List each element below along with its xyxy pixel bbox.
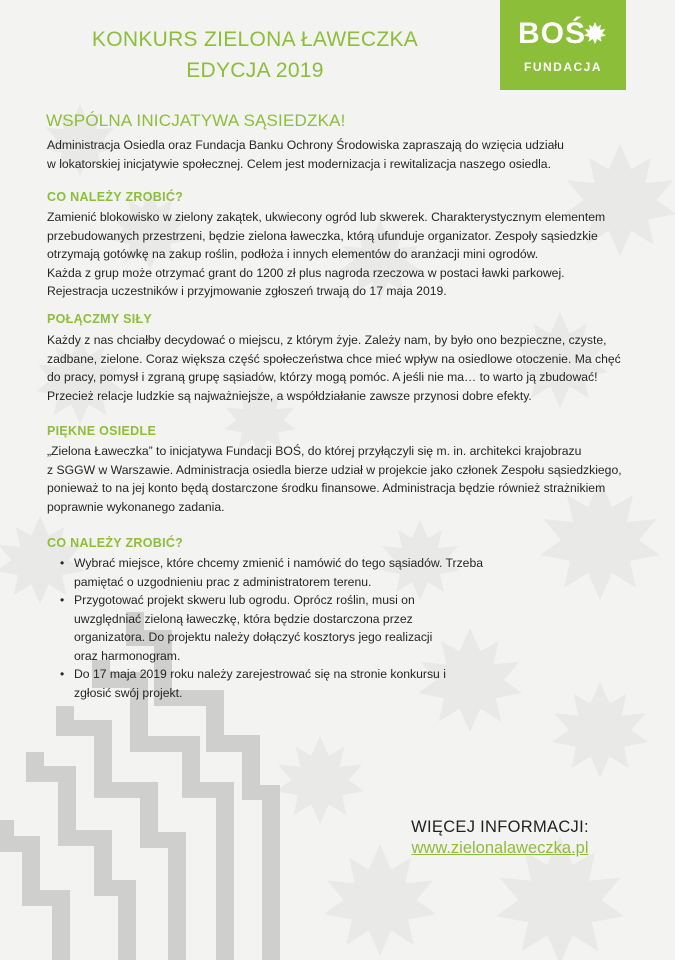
page-title (60, 24, 450, 86)
paragraph-line: Rejestracja uczestników i przyjmowanie zgłoszeń trwają do 17 maja 2019. (47, 284, 447, 298)
paragraph-line: ponieważ to na jej konto będą dostarczone środku finansowe. Administracja będzie również strażnikiem (47, 481, 606, 495)
section-paragraph-beautiful-estate (47, 442, 637, 516)
website-link[interactable]: www.zielonalaweczka.pl (411, 839, 589, 857)
list-item (60, 554, 520, 591)
logo-mark: BOŚ (518, 17, 587, 50)
more-info (380, 818, 620, 858)
bullet-icon: • (60, 593, 65, 607)
more-info-label: WIĘCEJ INFORMACJI: (411, 818, 589, 836)
list-item (60, 591, 520, 665)
section-heading-what-to-do: CO NALEŻY ZROBIĆ? (47, 190, 184, 204)
intro-heading: WSPÓLNA INICJATYWA SĄSIEDZKA! (46, 111, 346, 130)
paragraph-line: Przecież relacje ludzkie są najważniejsze, a współdziałanie zawsze przynosi dobre efekty. (47, 388, 532, 403)
leaf-icon (584, 20, 606, 46)
logo-subtitle: FUNDACJA (524, 60, 602, 74)
list-item-line: Do 17 maja 2019 roku należy zarejestrować się na stronie konkursu i (74, 667, 446, 681)
section-heading-join-forces: POŁĄCZMY SIŁY (47, 312, 153, 326)
list-item-line: Przygotować projekt skweru lub ogrodu. Oprócz roślin, musi on (74, 593, 415, 607)
paragraph-line: otrzymają gotówkę na zakup roślin, podłoża i innych elementów do aranżacji mini ogrodów. (47, 247, 539, 261)
intro-paragraph (47, 136, 637, 173)
title-line-1: KONKURS ZIELONA ŁAWECZKA (91, 28, 419, 51)
section-paragraph-what-to-do (47, 208, 637, 301)
steps-list (60, 554, 520, 702)
section-heading-steps: CO NALEŻY ZROBIĆ? (47, 536, 184, 550)
bullet-icon: • (60, 556, 65, 570)
paragraph-line: zadbane, zielone. Coraz większa część społeczeństwa chce mieć wpływ na osiedlowe otoczenie. Ma chęć (47, 351, 621, 366)
list-item-line: zgłosić swój projekt. (74, 685, 183, 700)
list-item (60, 665, 520, 702)
list-item-line: Wybrać miejsce, które chcemy zmienić i namówić do tego sąsiadów. Trzeba (74, 556, 484, 570)
paragraph-line: Administracja Osiedla oraz Fundacja Banku Ochrony Środowiska zapraszają do wzięcia udziału (47, 138, 564, 152)
title-line-2: EDYCJA 2019 (186, 59, 324, 82)
section-heading-beautiful-estate: PIĘKNE OSIEDLE (47, 424, 157, 438)
paragraph-line: poprawnie wykonanego zadania. (47, 499, 225, 514)
paragraph-line: Każda z grup może otrzymać grant do 1200 zł plus nagroda rzeczowa w postaci ławki parkowej. (47, 265, 565, 280)
paragraph-line: Zamienić blokowisko w zielony zakątek, ukwiecony ogród lub skwerek. Charakterystycznym elementem (47, 210, 606, 224)
section-paragraph-join-forces (47, 331, 637, 405)
fundacja-bos-logo (500, 0, 626, 90)
list-item-line: organizatora. Do projektu należy dołączyć kosztorys jego realizacji (74, 630, 433, 644)
paragraph-line: z SGGW w Warszawie. Administracja osiedla bierze udział w projekcie jako członek Zespołu sąsiedzkiego, (47, 462, 622, 477)
paragraph-line: do pracy, pomysł i zgraną grupę sąsiadów, którzy mogą pomóc. A jeśli nie ma… to warto ją zbudować! (47, 370, 598, 384)
list-item-line: oraz harmonogram. (74, 648, 181, 663)
bullet-icon: • (60, 667, 65, 681)
paragraph-line: przebudowanych przestrzeni, będzie zielona ławeczka, którą ufunduje organizator. Zespoły sąsiedzkie (47, 228, 598, 243)
paragraph-line: Każdy z nas chciałby decydować o miejscu, z którym żyje. Zależy nam, by było ono bezpieczne, czyste, (47, 333, 607, 347)
paragraph-line: w lokatorskiej inicjatywie społecznej. Celem jest modernizacja i rewitalizacja naszego osiedla. (47, 156, 551, 171)
paragraph-line: „Zielona Ławeczka” to inicjatywa Fundacji BOŚ, do której przyłączyli się m. in. architekci krajobrazu (47, 444, 582, 458)
list-item-line: uwzględniać zieloną ławeczkę, która będzie dostarczona przez (74, 611, 413, 626)
list-item-line: pamiętać o uzgodnieniu prac z administratorem terenu. (74, 574, 372, 589)
